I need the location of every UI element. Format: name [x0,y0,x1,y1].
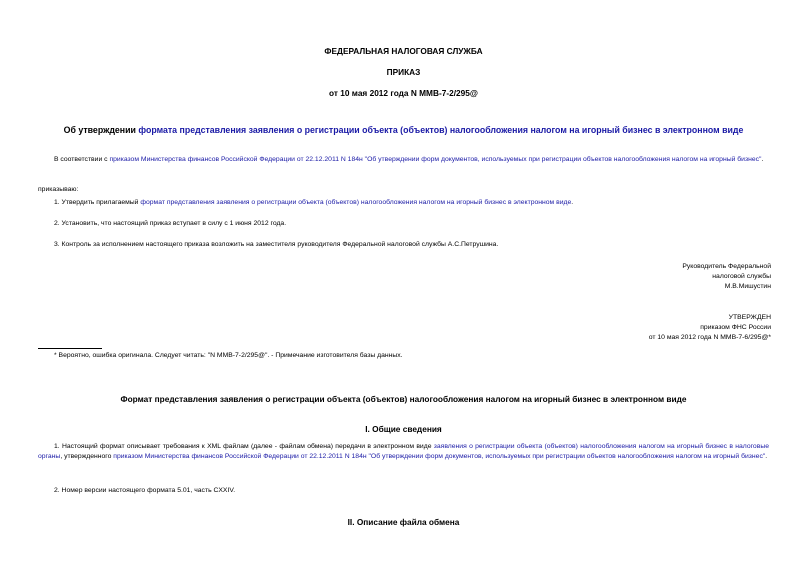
footnote: * Вероятно, ошибка оригинала. Следует читать: "N ММВ-7-2/295@". - Примечание изготовителя базы данных. [54,352,403,359]
section-2-heading: II. Описание файла обмена [347,517,460,527]
s1p1-minfin-link[interactable]: приказом Министерства финансов Российской Федерации от 22.12.2011 N 184н "Об утверждении форм документов, используемых при регистрации объектов налогообложения налогом на игорный бизнес" [113,453,766,461]
preamble-end: . [761,156,764,163]
title-format-link[interactable]: формата представления заявления о регистрации объекта (объектов) налогообложения налогом на игорный бизнес в электронном виде [138,125,744,135]
signature-name: М.В.Мишустин [724,283,771,291]
agency-heading: ФЕДЕРАЛЬНАЯ НАЛОГОВАЯ СЛУЖБА [324,46,483,56]
preamble-paragraph [38,155,771,165]
approval-order: приказом ФНС России [700,324,771,332]
footnote-separator [38,348,102,349]
s1p1-text-a: 1. Настоящий формат описывает требования к XML файлам (далее - файлам обмена) передачи в электронном виде [54,443,434,450]
section-1-paragraph-2: 2. Номер версии настоящего формата 5.01, часть CXXIV. [54,487,236,494]
item-1-text: 1. Утвердить прилагаемый [54,199,141,206]
document-title [0,125,807,135]
order-date-number: от 10 мая 2012 года N ММВ-7-2/295@ [329,88,478,98]
order-item-2: 2. Установить, что настоящий приказ вступает в силу с 1 июня 2012 года. [54,220,287,227]
order-heading: ПРИКАЗ [386,67,421,77]
section-1-paragraph-1 [38,442,769,463]
approval-block [649,313,771,344]
order-item-1 [54,198,771,208]
s1p1-text-c: . [765,453,768,461]
preamble-minfin-link[interactable]: приказом Министерства финансов Российской Федерации от 22.12.2011 N 184н "Об утверждении форм документов, используемых при регистрации объектов налогообложения налогом на игорный бизнес" [109,156,762,163]
signature-position-line2: налоговой службы [712,273,771,281]
approval-date-number: от 10 мая 2012 года N ММВ-7-6/295@* [648,334,771,342]
order-word: приказываю: [38,186,79,193]
item-1-format-link[interactable]: формат представления заявления о регистрации объекта (объектов) налогообложения налогом на игорный бизнес в электронном виде [140,199,572,206]
signature-position-line1: Руководитель Федеральной [682,263,771,270]
s1p1-text-b: , утвержденного [60,453,114,461]
section-1-heading: I. Общие сведения [365,424,442,434]
signature-block [682,262,771,293]
title-prefix: Об утверждении [63,125,139,135]
item-1-end: . [571,199,574,206]
approval-label: УТВЕРЖДЕН [728,314,771,321]
s1p1-statement-link[interactable]: заявления о регистрации объекта (объектов) налогообложения налогом на игорный бизнес в налоговые органы [38,443,769,461]
preamble-text: В соответствии с [54,156,110,163]
format-title: Формат представления заявления о регистрации объекта (объектов) налогообложения налогом на игорный бизнес в электронном виде [120,394,687,404]
order-item-3: 3. Контроль за исполнением настоящего приказа возложить на заместителя руководителя Федеральной налоговой службы А.С.Петрушина. [54,241,499,248]
